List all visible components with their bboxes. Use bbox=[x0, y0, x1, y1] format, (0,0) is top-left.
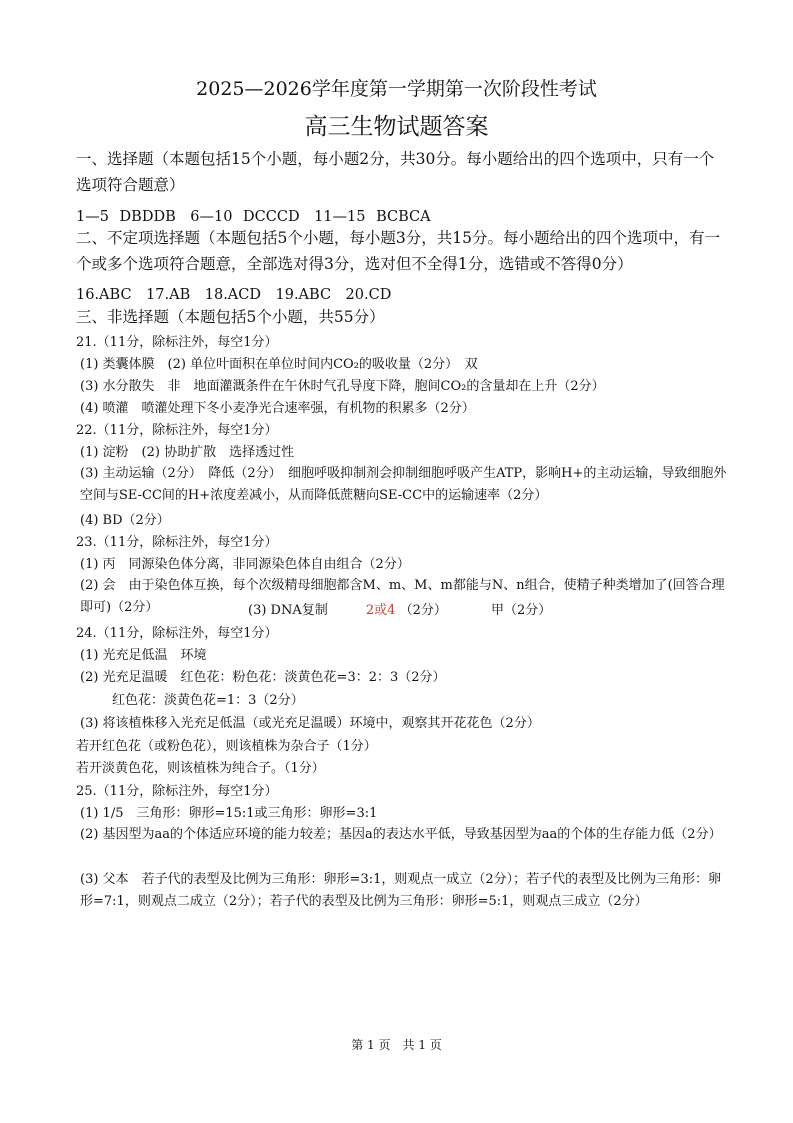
q21-line-2: (3) 水分散失 非 地面灌溉条件在午休时气孔导度下降，胞间CO₂的含量却在上升（2分） bbox=[80, 379, 605, 394]
section1-answers: 1—5 DBDDB 6—10 DCCCD 11—15 BCBCA bbox=[76, 209, 431, 225]
q22-line-2: (3) 主动运输（2分） 降低（2分） 细胞呼吸抑制剂会抑制细胞呼吸产生ATP，影响H+的主动运输，导致细胞外空间与SE-CC间的H+浓度差减小，从而降低蔗糖向SE-CC中的运输速率（2分） bbox=[80, 466, 727, 503]
section1-heading: 一、选择题（本题包括15个小题，每小题2分，共30分。每小题给出的四个选项中，只有一个选项符合题意） bbox=[76, 150, 715, 194]
q23-line-3 bbox=[244, 599, 551, 618]
q25-heading: 25.（11分，除标注外，每空1分） bbox=[76, 784, 278, 799]
q23-line-3-a: (3) DNA复制 bbox=[248, 603, 328, 618]
q24-line-4: (3) 将该植株移入光充足低温（或光充足温暖）环境中，观察其开花花色（2分） bbox=[80, 716, 540, 731]
q21-line-1: (1) 类囊体膜 (2) 单位叶面积在单位时间内CO₂的吸收量（2分） 双 bbox=[80, 357, 478, 372]
q23-line-3-c: （2分） bbox=[399, 603, 447, 618]
q22-line-1: (1) 淀粉 (2) 协助扩散 选择透过性 bbox=[80, 445, 295, 460]
page-footer: 第 1 页 共 1 页 bbox=[351, 1038, 442, 1052]
q25-line-2: (2) 基因型为aa的个体适应环境的能力较差；基因a的表达水平低，导致基因型为aa的个体的生存能力低（2分） bbox=[80, 827, 722, 842]
q21-heading: 21.（11分，除标注外，每空1分） bbox=[76, 335, 278, 350]
q24-line-6: 若开淡黄色花，则该植株为纯合子。（1分） bbox=[76, 761, 325, 776]
q23-line-3-red-answer: 2或4 bbox=[365, 603, 396, 618]
q21-line-3: (4) 喷灌 喷灌处理下冬小麦净光合速率强，有机物的积累多（2分） bbox=[80, 401, 475, 416]
q25-line-1: (1) 1/5 三角形：卵形=15:1或三角形：卵形=3:1 bbox=[80, 806, 378, 821]
q22-heading: 22.（11分，除标注外，每空1分） bbox=[76, 423, 278, 438]
exam-title: 2025—2026学年度第一学期第一次阶段性考试 bbox=[196, 78, 597, 100]
q23-line-3-d: 甲（2分） bbox=[490, 603, 552, 618]
q24-line-2: (2) 光充足温暖 红色花：粉色花：淡黄色花=3：2：3（2分） bbox=[80, 670, 446, 685]
q24-line-3: 红色花：淡黄色花=1：3（2分） bbox=[112, 693, 304, 708]
q23-line-2: (2) 会 由于染色体互换，每个次级精母细胞都含M、m、M、m都能与N、n组合，使精子种类增加了(回答合理即可)（2分） bbox=[80, 578, 725, 615]
q24-line-1: (1) 光充足低温 环境 bbox=[80, 648, 207, 663]
q24-line-5: 若开红色花（或粉色花），则该植株为杂合子（1分） bbox=[76, 739, 377, 754]
section2-answers: 16.ABC 17.AB 18.ACD 19.ABC 20.CD bbox=[76, 287, 392, 303]
section2-heading: 二、不定项选择题（本题包括5个小题，每小题3分，共15分。每小题给出的四个选项中，有一个或多个选项符合题意，全部选对得3分，选对但不全得1分，选错或不答得0分） bbox=[76, 229, 720, 273]
answer-key-title: 高三生物试题答案 bbox=[304, 114, 489, 140]
q24-heading: 24.（11分，除标注外，每空1分） bbox=[76, 626, 278, 641]
q23-heading: 23.（11分，除标注外，每空1分） bbox=[76, 535, 278, 550]
section3-heading: 三、非选择题（本题包括5个小题，共55分） bbox=[76, 308, 385, 326]
q25-line-3: (3) 父本 若子代的表型及比例为三角形：卵形=3:1，则观点一成立（2分）；若子代的表型及比例为三角形：卵形=7:1，则观点二成立（2分）；若子代的表型及比例为三角形：卵形=5:1，则观点三成立（2分） bbox=[80, 872, 722, 909]
q23-line-1: (1) 丙 同源染色体分离，非同源染色体自由组合（2分） bbox=[80, 557, 410, 572]
q22-line-3: (4) BD（2分） bbox=[80, 513, 170, 528]
